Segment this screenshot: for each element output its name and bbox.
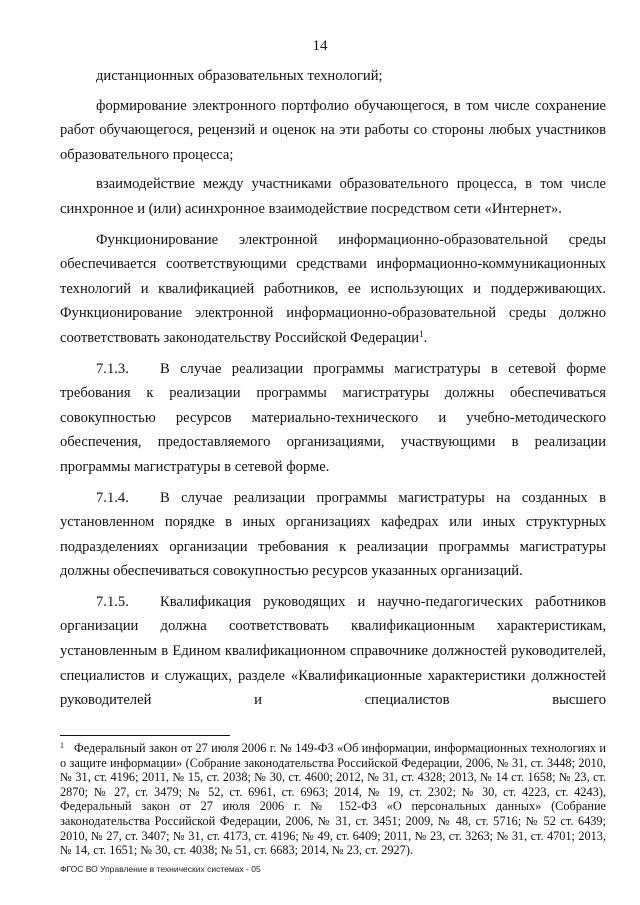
clause-text: В случае реализации программы магистратуры в сетевой форме требования к реализации программы магистратуры должны обеспечиваться совокупностью ресурсов материально-технического и учебно-методического обеспечения, предоставляемого организациями, участвующими в реализации программы магистратуры в сетевой форме. <box>60 360 606 475</box>
clause-number: 7.1.5. <box>96 593 129 610</box>
footnote-divider <box>60 735 230 736</box>
body-text <box>60 64 606 713</box>
footnote-text: Федеральный закон от 27 июля 2006 г. № 149-ФЗ «Об информации, информационных технологиях и о защите информации» (Собрание законодательства Российской Федерации, 2006, № 31, ст. 3448; 2010, № 31, ст. 4196; 2011, № 15, ст. 2038; № 30, ст. 4600; 2012, № 31, ст. 4328; 2013, № 14 ст. 1658; № 23, ст. 2870; № 27, ст. 3479; № 52, ст. 6961, ст. 6963; 2014, № 19, ст. 2302; № 30, ст. 4223, ст. 4243), Федеральный закон от 27 июля 2006 г. № 152-ФЗ «О персональных данных» (Собрание законодательства Российской Федерации, 2006, № 31, ст. 3451; 2009, № 48, ст. 5716; № 52 ст. 6439; 2010, № 27, ст. 3407; № 31, ст. 4173, ст. 4196; № 49, ст. 6409; 2011, № 23, ст. 3263; № 31, ст. 4701; 2013, № 14, ст. 1651; № 30, ст. 4038; № 51, ст. 6683; 2014, № 23, ст. 2927). <box>60 741 606 858</box>
clause-7-1-3 <box>60 357 606 480</box>
page-number: 14 <box>312 38 328 54</box>
clause-7-1-4 <box>60 486 606 584</box>
paragraph-functioning: Функционирование электронной информационно-образовательной среды обеспечивается соответствующими средствами информационно-коммуникационных технологий и квалификацией работников, ее использующих и поддерживающих. Функционирование электронной информационно-образовательной среды должно соответствовать законодательству Российской Федерации$^1$. <box>60 231 606 346</box>
footnote-mark: 1 <box>60 741 64 750</box>
clause-7-1-5 <box>60 590 606 713</box>
clause-number: 7.1.3. <box>96 360 129 377</box>
paragraph-interaction: взаимодействие между участниками образовательного процесса, в том числе синхронное и (или) асинхронное взаимодействие посредством сети «Интернет». <box>60 176 606 217</box>
paragraph-functioning-text: Функционирование электронной информационно-образовательной среды обеспечивается соответствующими средствами информационно-коммуникационных технологий и квалификацией работников, ее использующих и поддерживающих. Функционирование электронной информационно-образовательной среды должно соответствовать законодательству Российской Федерации <box>60 231 606 346</box>
clause-text: В случае реализации программы магистратуры на созданных в установленном порядке в иных организациях кафедрах или иных структурных подразделениях организации требования к реализации программы магистратуры должны обеспечиваться совокупностью ресурсов указанных организаций. <box>60 489 606 580</box>
footnote-reference: 1 <box>419 328 424 339</box>
paragraph-distance-tech: дистанционных образовательных технологий; <box>96 68 383 84</box>
clause-text: Квалификация руководящих и научно-педагогических работников организации должна соответствовать квалификационным характеристикам, установленным в Едином квалификационном справочнике должностей руководителей, специалистов и служащих, разделе «Квалификационные характеристики должностей руководителей и специалистов высшего <box>60 593 606 709</box>
document-footer: ФГОС ВО Управление в технических системах - 05 <box>60 864 261 874</box>
clause-number: 7.1.4. <box>96 489 129 506</box>
paragraph-portfolio: формирование электронного портфолио обучающегося, в том числе сохранение работ обучающегося, рецензий и оценок на эти работы со стороны любых участников образовательного процесса; <box>60 97 606 163</box>
footnote <box>60 739 606 858</box>
